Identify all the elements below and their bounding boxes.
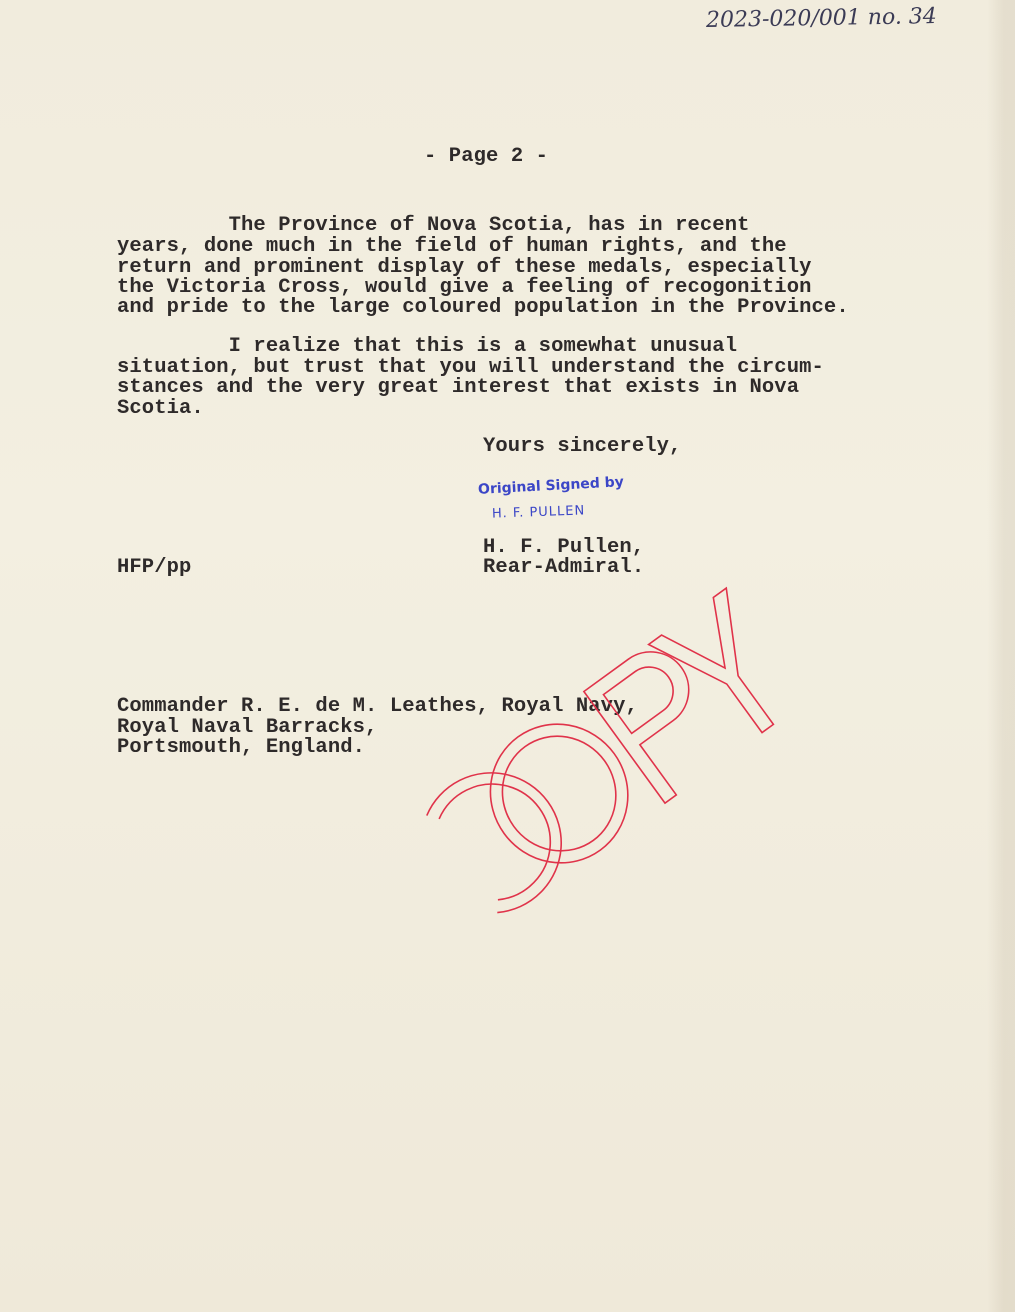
- page-label: - Page 2 -: [424, 145, 549, 168]
- paragraph-2-line: stances and the very great interest that exists in Nova: [117, 376, 800, 399]
- initials: HFP/pp: [117, 556, 192, 579]
- signatory-name: H. F. Pullen,: [483, 536, 645, 559]
- signed-stamp-line-1: Original Signed by: [477, 474, 625, 498]
- recipient-line: Portsmouth, England.: [117, 736, 366, 759]
- signatory-title: Rear-Admiral.: [483, 556, 645, 579]
- paragraph-1-line: years, done much in the field of human rights, and the: [117, 235, 787, 258]
- closing: Yours sincerely,: [483, 435, 682, 458]
- paragraph-1-line: return and prominent display of these medals, especially: [117, 256, 812, 279]
- recipient-line: Royal Naval Barracks,: [117, 716, 378, 739]
- paragraph-2-line: Scotia.: [117, 397, 204, 420]
- paragraph-2-line: I realize that this is a somewhat unusual: [117, 335, 738, 358]
- paragraph-1-line: The Province of Nova Scotia, has in recent: [117, 214, 750, 237]
- recipient-line: Commander R. E. de M. Leathes, Royal Navy,: [117, 695, 638, 718]
- archive-reference: 2023-020/001 no. 34: [705, 3, 938, 34]
- paper-edge-shadow: [987, 0, 1015, 1312]
- paragraph-1-line: and pride to the large coloured population in the Province.: [117, 296, 849, 319]
- copy-stamp-icon: [260, 400, 790, 940]
- paragraph-2-line: situation, but trust that you will understand the circum-: [117, 356, 824, 379]
- signed-stamp-line-2: H. F. PULLEN: [491, 503, 586, 522]
- paragraph-1-line: the Victoria Cross, would give a feeling of recogonition: [117, 276, 812, 299]
